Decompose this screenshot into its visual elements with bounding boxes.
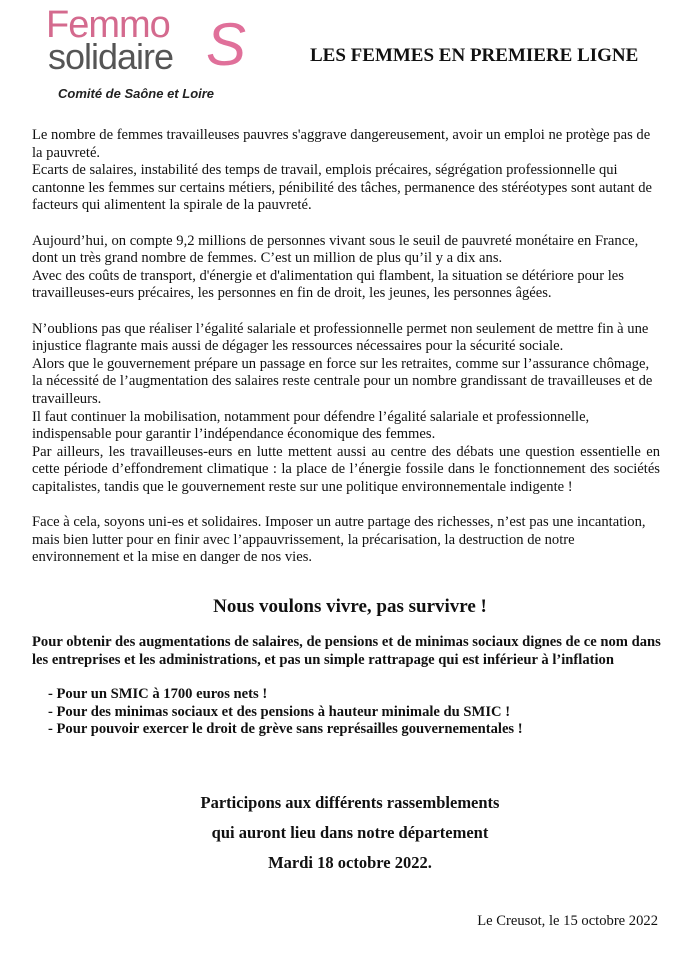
- body-text: [32, 127, 660, 567]
- call-line: Participons aux différents rassemblements: [200, 793, 500, 812]
- paragraph: Avec des coûts de transport, d'énergie et d'alimentation qui flambent, la situation se détériore pour les travailleuses-eurs précaires, les personnes en fin de droit, les jeunes, les personnes âgées.: [32, 267, 624, 302]
- signoff: Le Creusot, le 15 octobre 2022: [477, 913, 658, 929]
- demands-intro: Pour obtenir des augmentations de salaires, de pensions et de minimas sociaux dignes de ce nom dans les entreprises et les administrations, et pas un simple rattrapage qui est inférieur à l’inflation: [32, 634, 661, 668]
- paragraph: N’oublions pas que réaliser l’égalité salariale et professionnelle permet non seulement de mettre fin à une injustice flagrante mais aussi de dégager les ressources nécessaires pour la sécurité sociale.: [32, 320, 649, 355]
- femmes-solidaires-logo: [44, 4, 284, 104]
- paragraph: Face à cela, soyons uni-es et solidaires. Imposer un autre partage des richesses, n’est pas une incantation, mais bien lutter pour en finir avec l’appauvrissement, la précarisation, la destruction de notre environnement et la mise en danger de nos vies.: [32, 514, 646, 566]
- logo-big-s: S: [206, 11, 247, 78]
- logo-line1: Femmo: [46, 4, 170, 46]
- paragraph: Le nombre de femmes travailleuses pauvres s'aggrave dangereusement, avoir un emploi ne protège pas de la pauvreté.: [32, 127, 651, 161]
- paragraph: Aujourd’hui, on compte 9,2 millions de personnes vivant sous le seuil de pauvreté monétaire en France, dont un très grand nombre de femmes. C’est un million de plus qu’il y a dix ans.: [32, 232, 639, 267]
- demands-list: [48, 686, 667, 739]
- paragraph: Alors que le gouvernement prépare un passage en force sur les retraites, comme sur l’assurance chômage, la nécessité de l’augmentation des salaires reste centrale pour un nombre grandissant de travailleuses et de travailleurs.: [32, 355, 653, 407]
- list-item: - Pour pouvoir exercer le droit de grève sans représailles gouvernementales !: [48, 721, 523, 737]
- slogan: Nous voulons vivre, pas survivre !: [213, 596, 487, 617]
- page-title: LES FEMMES EN PREMIERE LIGNE: [310, 45, 639, 66]
- call-line: qui auront lieu dans notre département: [211, 823, 489, 842]
- paragraph: Ecarts de salaires, instabilité des temps de travail, emplois précaires, ségrégation professionnelle qui cantonne les femmes sur certains métiers, pénibilité des tâches, permanence des stéréotypes sont autant de facteurs qui alimentent la spirale de la pauvreté.: [32, 162, 653, 214]
- demands-block: [32, 634, 667, 739]
- list-item: - Pour des minimas sociaux et des pensions à hauteur minimale du SMIC !: [48, 703, 511, 720]
- logo-subtitle: Comité de Saône et Loire: [58, 86, 215, 101]
- logo-line2: solidaire: [48, 36, 174, 77]
- list-item: - Pour un SMIC à 1700 euros nets !: [48, 686, 268, 702]
- paragraph: Par ailleurs, les travailleuses-eurs en lutte mettent aussi au centre des débats une question essentielle en cette période d’effondrement climatique : la place de l’énergie fossile dans le fonctionnement des sociétés capitalistes, tandis que le gouvernement reste sur une politique environnementale indigente !: [32, 443, 660, 495]
- call-date: Mardi 18 octobre 2022.: [268, 853, 432, 872]
- paragraph: Il faut continuer la mobilisation, notamment pour défendre l’égalité salariale et professionnelle, indispensable pour garantir l’indépendance économique des femmes.: [32, 408, 590, 443]
